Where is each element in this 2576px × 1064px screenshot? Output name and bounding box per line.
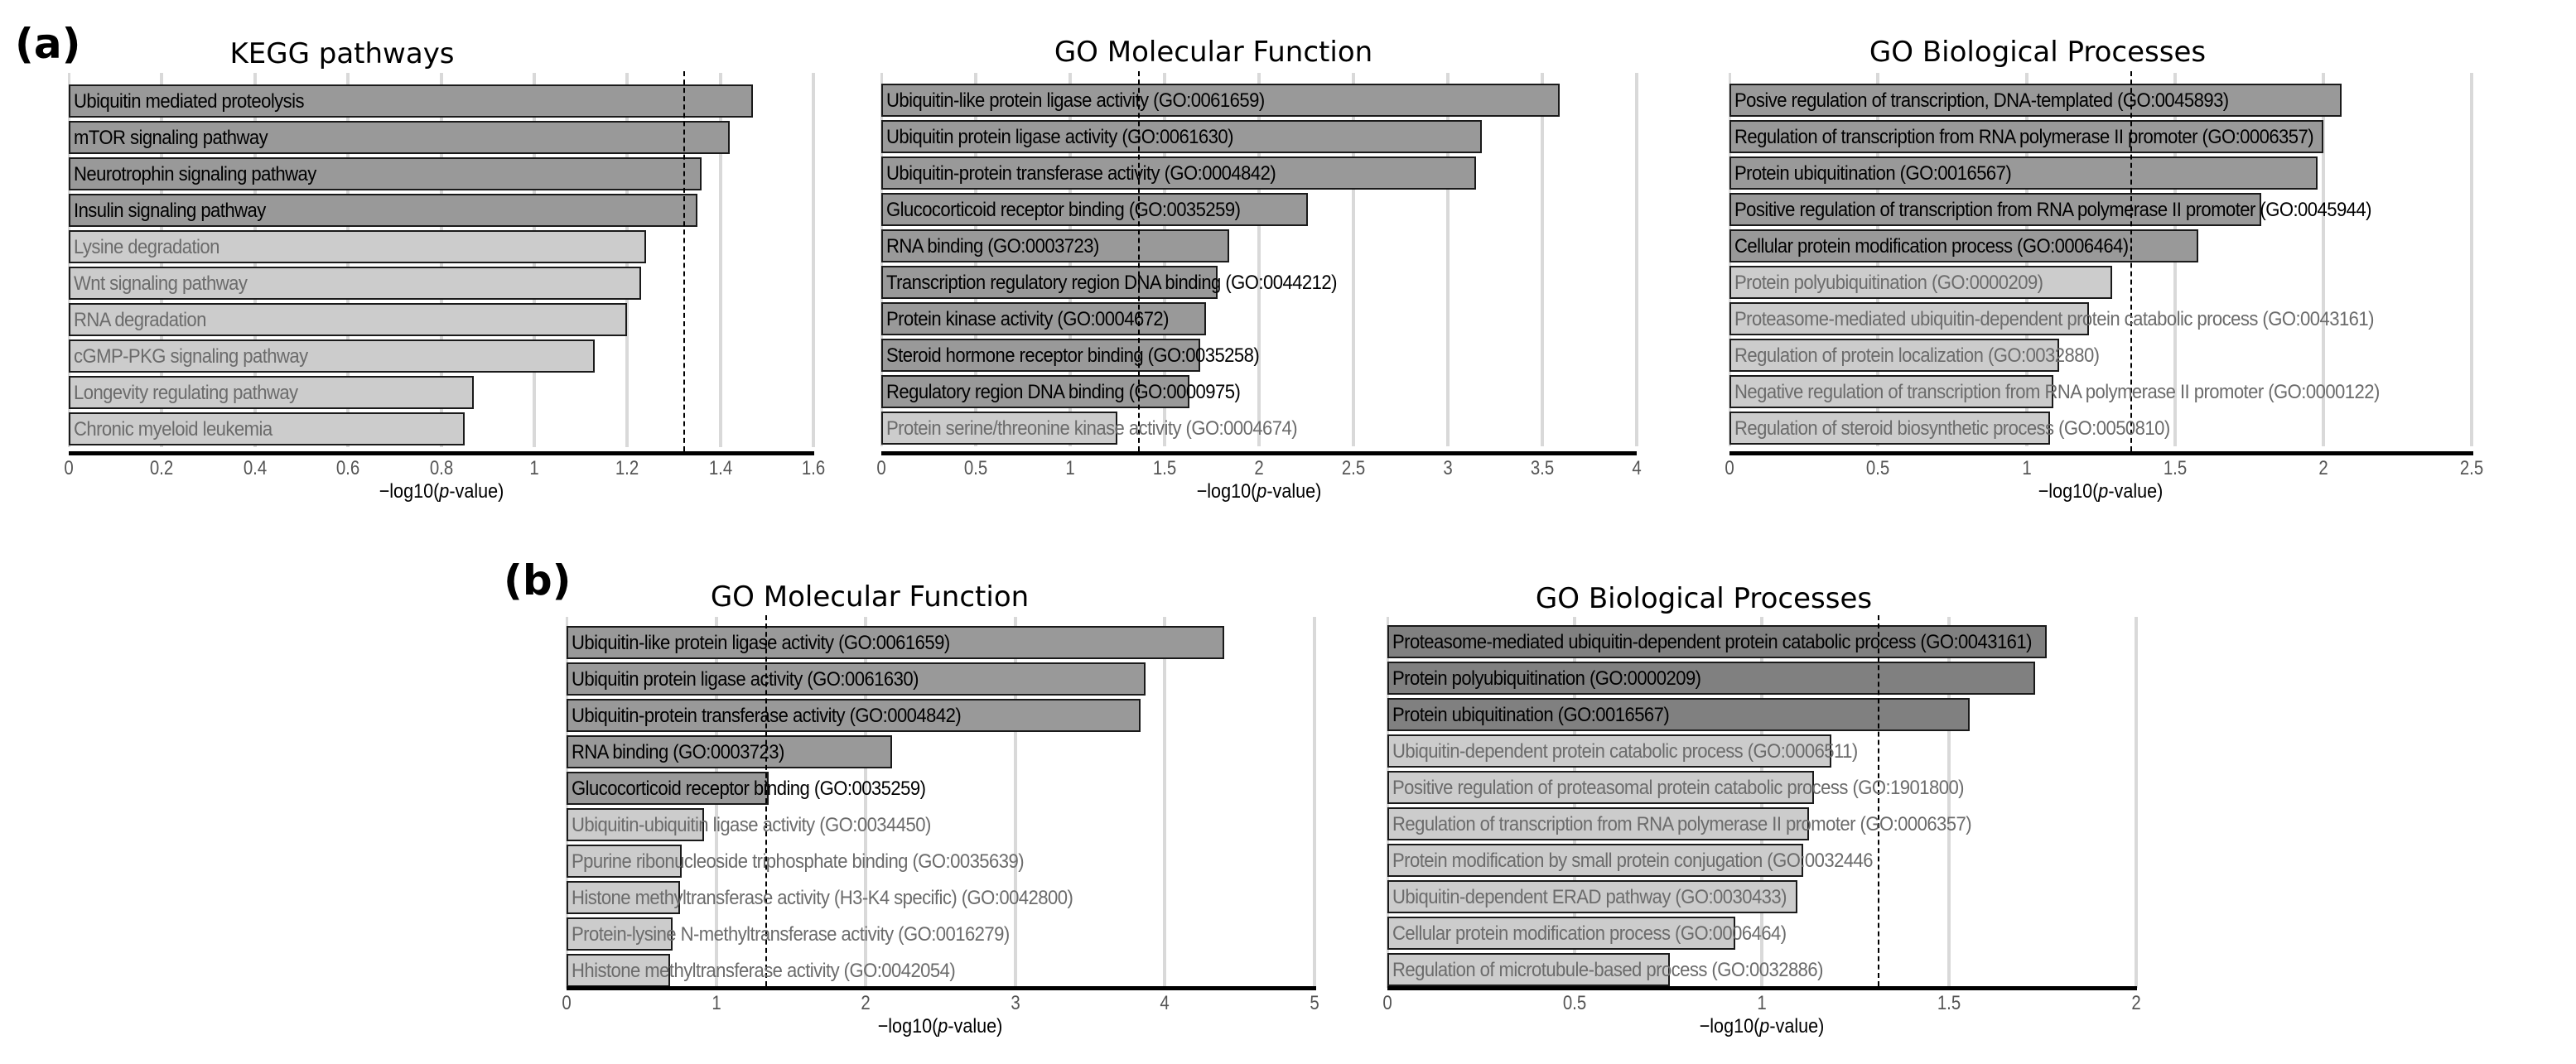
x-axis-title-italic: p	[1257, 480, 1267, 503]
x-axis-title-italic: p	[938, 1015, 948, 1038]
x-tick-label: 4	[1160, 992, 1170, 1014]
bar-label: Cellular protein modification process (GO:0006464)	[1392, 922, 1787, 945]
bar-label: Longevity regulating pathway	[74, 382, 298, 404]
bar-label: Insulin signaling pathway	[74, 200, 266, 222]
x-tick-label: 2	[2131, 992, 2141, 1014]
bar-label: Regulation of microtubule-based process (GO:0032886)	[1392, 959, 1823, 981]
bar-label: Neurotrophin signaling pathway	[74, 163, 316, 185]
bar-label: RNA degradation	[74, 309, 206, 331]
x-tick-label: 1	[1065, 457, 1075, 479]
x-tick-label: 0.5	[963, 457, 988, 479]
gridline	[1635, 73, 1638, 446]
chart-title: GO Molecular Function	[710, 580, 1030, 614]
x-tick-label: 3	[1010, 992, 1020, 1014]
x-axis-title	[878, 1017, 1003, 1037]
x-axis-title-prefix: −log10(	[379, 480, 439, 503]
bar-label: cGMP-PKG signaling pathway	[74, 345, 308, 368]
bar-label: Proteasome-mediated ubiquitin-dependent protein catabolic process (GO:0043161)	[1734, 308, 2374, 330]
bar-label: Chronic myeloid leukemia	[74, 418, 273, 441]
x-tick-label: 0.2	[150, 457, 174, 479]
x-tick-label: 0.6	[336, 457, 360, 479]
bar-label: Glucocorticoid receptor binding (GO:0035259)	[886, 199, 1241, 221]
x-axis-title-prefix: −log10(	[2038, 480, 2099, 503]
bar-label: Ubiquitin-dependent protein catabolic process (GO:0006511)	[1392, 740, 1858, 763]
bar-label: Positive regulation of proteasomal protein catabolic process (GO:1901800)	[1392, 777, 1964, 799]
x-tick-label: 5	[1309, 992, 1319, 1014]
gridline	[2135, 617, 2138, 988]
x-tick-label: 0	[64, 457, 74, 479]
x-tick-label: 1	[711, 992, 721, 1014]
bar-label: Negative regulation of transcription from RNA polymerase II promoter (GO:0000122)	[1734, 381, 2380, 403]
bar-label: Protein ubiquitination (GO:0016567)	[1734, 162, 2012, 185]
bar-label: RNA binding (GO:0003723)	[886, 235, 1099, 258]
significance-threshold-line	[683, 71, 685, 451]
bar-label: Ubiquitin-dependent ERAD pathway (GO:0030433)	[1392, 886, 1787, 908]
x-tick-label: 2.5	[2460, 457, 2484, 479]
x-axis-line	[881, 451, 1637, 455]
x-tick-label: 1	[2021, 457, 2032, 479]
x-axis-title	[1700, 1017, 1825, 1037]
x-axis-title-prefix: −log10(	[1699, 1015, 1760, 1038]
bar-label: Ubiquitin-protein transferase activity (GO:0004842)	[886, 162, 1276, 185]
x-tick-label: 4	[1632, 457, 1642, 479]
x-tick-label: 0.5	[1866, 457, 1890, 479]
bar-label: Regulatory region DNA binding (GO:0000975)	[886, 381, 1241, 403]
gridline	[1541, 73, 1544, 446]
x-tick-label: 1	[529, 457, 539, 479]
x-axis-title	[2038, 482, 2164, 502]
x-axis-title-suffix: -value)	[948, 1015, 1003, 1038]
x-axis-title-suffix: -value)	[1769, 1015, 1825, 1038]
bar-label: Ubiquitin-protein transferase activity (GO:0004842)	[572, 705, 962, 727]
x-axis-line	[1729, 451, 2473, 455]
bar-label: Ubiquitin protein ligase activity (GO:0061630)	[572, 668, 919, 691]
chart-title: GO Molecular Function	[1054, 36, 1373, 69]
x-tick-label: 1.2	[615, 457, 639, 479]
chart-title: GO Biological Processes	[1869, 36, 2207, 69]
x-axis-title-suffix: -value)	[448, 480, 504, 503]
x-tick-label: 2	[1254, 457, 1264, 479]
x-axis-line	[567, 986, 1316, 990]
bar-label: Regulation of steroid biosynthetic process (GO:0050810)	[1734, 417, 2170, 440]
panel-label-b: (b)	[504, 556, 572, 604]
chart-title: KEGG pathways	[229, 37, 455, 70]
x-tick-label: 3.5	[1530, 457, 1555, 479]
x-tick-label: 0	[562, 992, 572, 1014]
x-axis-title-prefix: −log10(	[1196, 480, 1257, 503]
x-tick-label: 1.5	[2163, 457, 2187, 479]
x-axis-line	[1387, 986, 2137, 990]
bar-label: Regulation of protein localization (GO:0032880)	[1734, 344, 2100, 367]
bar-label: Hhistone methyltransferase activity (GO:0042054)	[572, 960, 956, 982]
bar-label: Lysine degradation	[74, 236, 219, 258]
x-tick-label: 1	[1757, 992, 1767, 1014]
bar-label: Proteasome-mediated ubiquitin-dependent protein catabolic process (GO:0043161)	[1392, 631, 2032, 653]
x-tick-label: 0.8	[429, 457, 453, 479]
x-tick-label: 2	[861, 992, 871, 1014]
x-tick-label: 3	[1443, 457, 1453, 479]
bar-label: Wnt signaling pathway	[74, 272, 248, 295]
bar-label: Ubiquitin-like protein ligase activity (GO:0061659)	[572, 632, 950, 654]
bar-label: Ppurine ribonucleoside triphosphate binding (GO:0035639)	[572, 850, 1025, 873]
bar-label: Ubiquitin-ubiquitin ligase activity (GO:0034450)	[572, 814, 931, 836]
bar-label: Protein polyubiquitination (GO:0000209)	[1734, 272, 2043, 294]
x-tick-label: 2	[2318, 457, 2328, 479]
x-axis-title-suffix: -value)	[1266, 480, 1322, 503]
x-tick-label: 1.6	[802, 457, 826, 479]
bar-label: Ubiquitin mediated proteolysis	[74, 90, 304, 113]
x-tick-label: 0	[1725, 457, 1734, 479]
bar-label: Protein kinase activity (GO:0004672)	[886, 308, 1169, 330]
gridline	[812, 73, 815, 447]
bar-label: Protein polyubiquitination (GO:0000209)	[1392, 667, 1701, 690]
bar-label: RNA binding (GO:0003723)	[572, 741, 784, 763]
bar-label: Posive regulation of transcription, DNA-templated (GO:0045893)	[1734, 89, 2229, 112]
x-axis-title	[1197, 482, 1322, 502]
bar-label: Glucocorticoid receptor binding (GO:0035259)	[572, 778, 926, 800]
bar-label: mTOR signaling pathway	[74, 127, 268, 149]
panel-label-a: (a)	[15, 20, 81, 68]
bar-label: Ubiquitin-like protein ligase activity (GO:0061659)	[886, 89, 1265, 112]
bar-label: Regulation of transcription from RNA polymerase II promoter (GO:0006357)	[1734, 126, 2314, 148]
bar-label: Steroid hormone receptor binding (GO:0035258)	[886, 344, 1260, 367]
x-tick-label: 0	[876, 457, 886, 479]
x-tick-label: 1.4	[708, 457, 732, 479]
x-tick-label: 2.5	[1341, 457, 1366, 479]
bar-label: Positive regulation of transcription from RNA polymerase II promoter (GO:0045944)	[1734, 199, 2371, 221]
x-axis-title-prefix: −log10(	[877, 1015, 938, 1038]
bar-label: Protein ubiquitination (GO:0016567)	[1392, 704, 1670, 726]
x-tick-label: 0.5	[1562, 992, 1587, 1014]
x-axis-title-italic: p	[438, 480, 449, 503]
x-tick-label: 0.4	[243, 457, 267, 479]
bar-label: Protein serine/threonine kinase activity (GO:0004674)	[886, 417, 1298, 440]
x-axis-title	[379, 482, 504, 502]
gridline	[1313, 617, 1316, 989]
bar-label: Regulation of transcription from RNA polymerase II promoter (GO:0006357)	[1392, 813, 1972, 835]
bar-label: Ubiquitin protein ligase activity (GO:0061630)	[886, 126, 1233, 148]
x-tick-label: 1.5	[1152, 457, 1177, 479]
bar-label: Transcription regulatory region DNA binding (GO:0044212)	[886, 272, 1337, 294]
bar-label: Histone methyltransferase activity (H3-K4 specific) (GO:0042800)	[572, 887, 1073, 909]
bar-label: Protein modification by small protein conjugation (GO:0032446	[1392, 850, 1874, 872]
x-tick-label: 0	[1382, 992, 1392, 1014]
x-axis-line	[69, 451, 814, 455]
x-tick-label: 1.5	[1937, 992, 1961, 1014]
gridline	[1163, 617, 1166, 989]
x-axis-title-italic: p	[1759, 1015, 1770, 1038]
x-axis-title-suffix: -value)	[2108, 480, 2164, 503]
chart-title: GO Biological Processes	[1535, 582, 1873, 615]
bar-label: Cellular protein modification process (GO:0006464)	[1734, 235, 2129, 258]
x-axis-title-italic: p	[2098, 480, 2109, 503]
gridline	[2470, 73, 2473, 446]
bar-label: Protein-lysine N-methyltransferase activity (GO:0016279)	[572, 923, 1010, 946]
